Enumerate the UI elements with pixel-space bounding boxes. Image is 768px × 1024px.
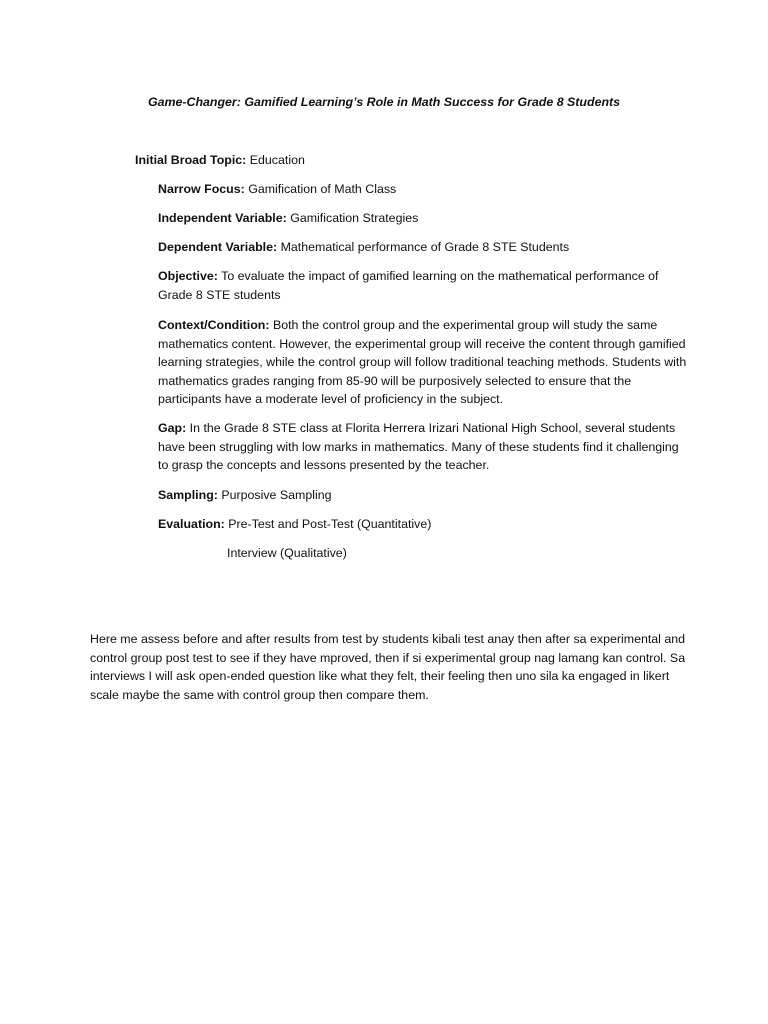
- broad-topic-label: Initial Broad Topic:: [135, 153, 247, 167]
- gap-label: Gap:: [158, 421, 187, 435]
- context-condition-field: [158, 316, 688, 409]
- dependent-variable-field: [158, 238, 688, 257]
- objective-field: [158, 267, 688, 304]
- evaluation-label: Evaluation:: [158, 517, 225, 531]
- gap-value: In the Grade 8 STE class at Florita Herrera Irizari National High School, several students have been struggling with low marks in mathematics. Many of these students find it challenging to grasp the concepts and lessons presented by the teacher.: [158, 421, 679, 473]
- narrow-focus-label: Narrow Focus:: [158, 182, 245, 196]
- objective-label: Objective:: [158, 269, 218, 283]
- evaluation-field: [158, 515, 688, 534]
- independent-variable-value: Gamification Strategies: [286, 211, 419, 225]
- sampling-value: Purposive Sampling: [217, 488, 332, 502]
- sampling-field: [158, 486, 688, 505]
- objective-value: To evaluate the impact of gamified learning on the mathematical performance of Grade 8 STE students: [158, 269, 659, 302]
- independent-variable-field: [158, 209, 688, 228]
- document-title: Game-Changer: Gamified Learning’s Role in Math Success for Grade 8 Students: [147, 95, 621, 109]
- narrow-focus-value: Gamification of Math Class: [244, 182, 397, 196]
- dependent-variable-value: Mathematical performance of Grade 8 STE Students: [277, 240, 570, 254]
- evaluation-value: Pre-Test and Post-Test (Quantitative): [224, 517, 432, 531]
- context-condition-value: Both the control group and the experimental group will study the same mathematics content. However, the experimental group will receive the content through gamified learning strategies, while the control group will follow traditional teaching methods. Students with mathematics grades ranging from 85-90 will be purposively selected to ensure that the participants have a moderate level of proficiency in the subject.: [158, 318, 687, 407]
- author-note: Here me assess before and after results from test by students kibali test anay then after sa experimental and control group post test to see if they have mproved, then if si experimental group nag lamang kan control. Sa interviews I will ask open-ended question like what they felt, their feeling then uno sila ka engaged in likert scale maybe the same with control group then compare them.: [90, 632, 686, 702]
- sampling-label: Sampling:: [158, 488, 218, 502]
- broad-topic-value: Education: [246, 153, 305, 167]
- context-condition-label: Context/Condition:: [158, 318, 270, 332]
- dependent-variable-label: Dependent Variable:: [158, 240, 278, 254]
- evaluation-value-secondary: Interview (Qualitative): [227, 546, 347, 560]
- broad-topic-line: [135, 151, 305, 170]
- independent-variable-label: Independent Variable:: [158, 211, 287, 225]
- narrow-focus-field: [158, 180, 688, 199]
- gap-field: [158, 419, 688, 475]
